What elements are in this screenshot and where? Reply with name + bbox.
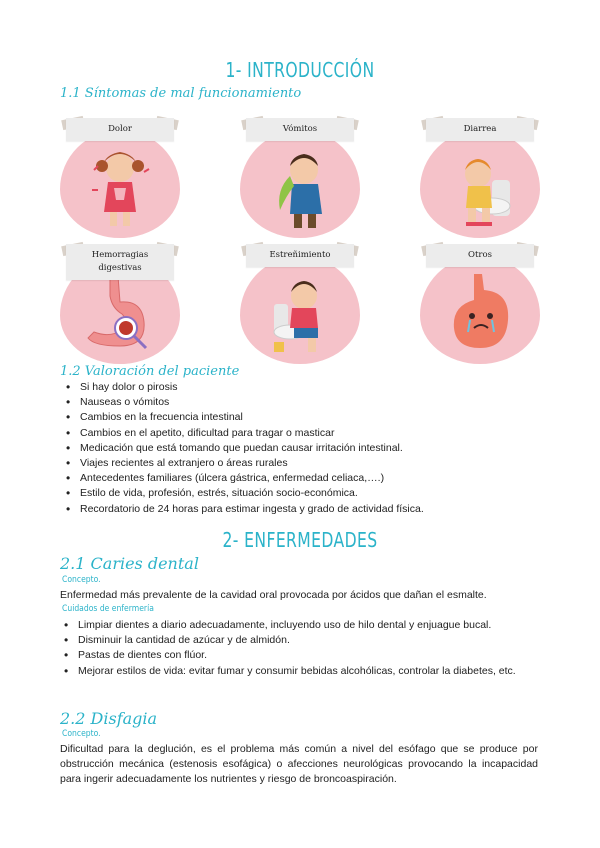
list-item: • Cambios en la frecuencia intestinal (62, 410, 542, 425)
child-pain-icon (80, 140, 160, 232)
disfagia-concept: Dificultad para la deglución, es el problema más común a nivel del esófago que se produce por obstrucción mecánica (estenosis esofágica) o afecciones neurológicas provocando la incapacidad para ingerir adecuadamente los nutrientes y riesgo de broncoaspiración. (60, 743, 538, 785)
list-item: • Viajes recientes al extranjero o áreas rurales (62, 456, 542, 471)
list-item: • Mejorar estilos de vida: evitar fumar y consumir bebidas alcohólicas, controlar la diabetes, etc. (60, 664, 538, 679)
caries-care-list (60, 618, 538, 679)
symptom-label: Hemorragias digestivas (66, 244, 174, 280)
assessment-list (62, 380, 542, 517)
list-item: • Antecedentes familiares (úlcera gástrica, enfermedad celiaca,….) (62, 471, 542, 486)
symptom-label: Vómitos (246, 118, 354, 141)
symptom-label: Otros (426, 244, 534, 267)
section-title-enfermedades: 2- ENFERMEDADES (222, 528, 378, 552)
symptom-card-estrenimiento (240, 244, 360, 364)
list-item: • Medicación que está tomando que puedan causar irritación intestinal. (62, 441, 542, 456)
list-item: • Cambios en el apetito, dificultad para tragar o masticar (62, 426, 542, 441)
symptom-card-otros (420, 244, 540, 364)
symptom-label: Estreñimiento (246, 244, 354, 267)
list-item: • Recordatorio de 24 horas para estimar ingesta y grado de actividad física. (62, 502, 542, 517)
child-toilet-icon (440, 140, 520, 232)
stomach-bleeding-icon (80, 266, 160, 358)
symptom-card-hemorragias (60, 244, 180, 364)
child-vomiting-icon (260, 140, 340, 232)
list-item: • Nauseas o vómitos (62, 395, 542, 410)
symptom-label: Diarrea (426, 118, 534, 141)
list-item: • Si hay dolor o pirosis (62, 380, 542, 395)
subheading-caries: 2.1 Caries dental (60, 554, 199, 573)
symptom-card-dolor (60, 118, 180, 238)
caries-concept: Enfermedad más prevalente de la cavidad oral provocada por ácidos que dañan el esmalte. (60, 589, 487, 601)
symptom-card-vomitos (240, 118, 360, 238)
section-title-introduccion: 1- INTRODUCCIÓN (225, 58, 375, 82)
list-item: • Estilo de vida, profesión, estrés, situación socio-económica. (62, 486, 542, 501)
subheading-disfagia: 2.2 Disfagia (60, 709, 158, 728)
subheading-valoracion: 1.2 Valoración del paciente (60, 364, 240, 379)
list-item: • Disminuir la cantidad de azúcar y de almidón. (60, 633, 538, 648)
subheading-sintomas: 1.1 Síntomas de mal funcionamiento (60, 86, 302, 101)
list-item: • Limpiar dientes a diario adecuadamente, incluyendo uso de hilo dental y enjuague bucal. (60, 618, 538, 633)
list-item: • Pastas de dientes con flúor. (60, 648, 538, 663)
care-label: Cuidados de enfermería (62, 604, 154, 614)
concept-label: Concepto. (62, 575, 101, 585)
crying-stomach-icon (440, 266, 520, 358)
symptom-label: Dolor (66, 118, 174, 141)
child-constipation-icon (260, 266, 340, 358)
symptom-card-diarrea (420, 118, 540, 238)
concept-label: Concepto. (62, 729, 101, 739)
